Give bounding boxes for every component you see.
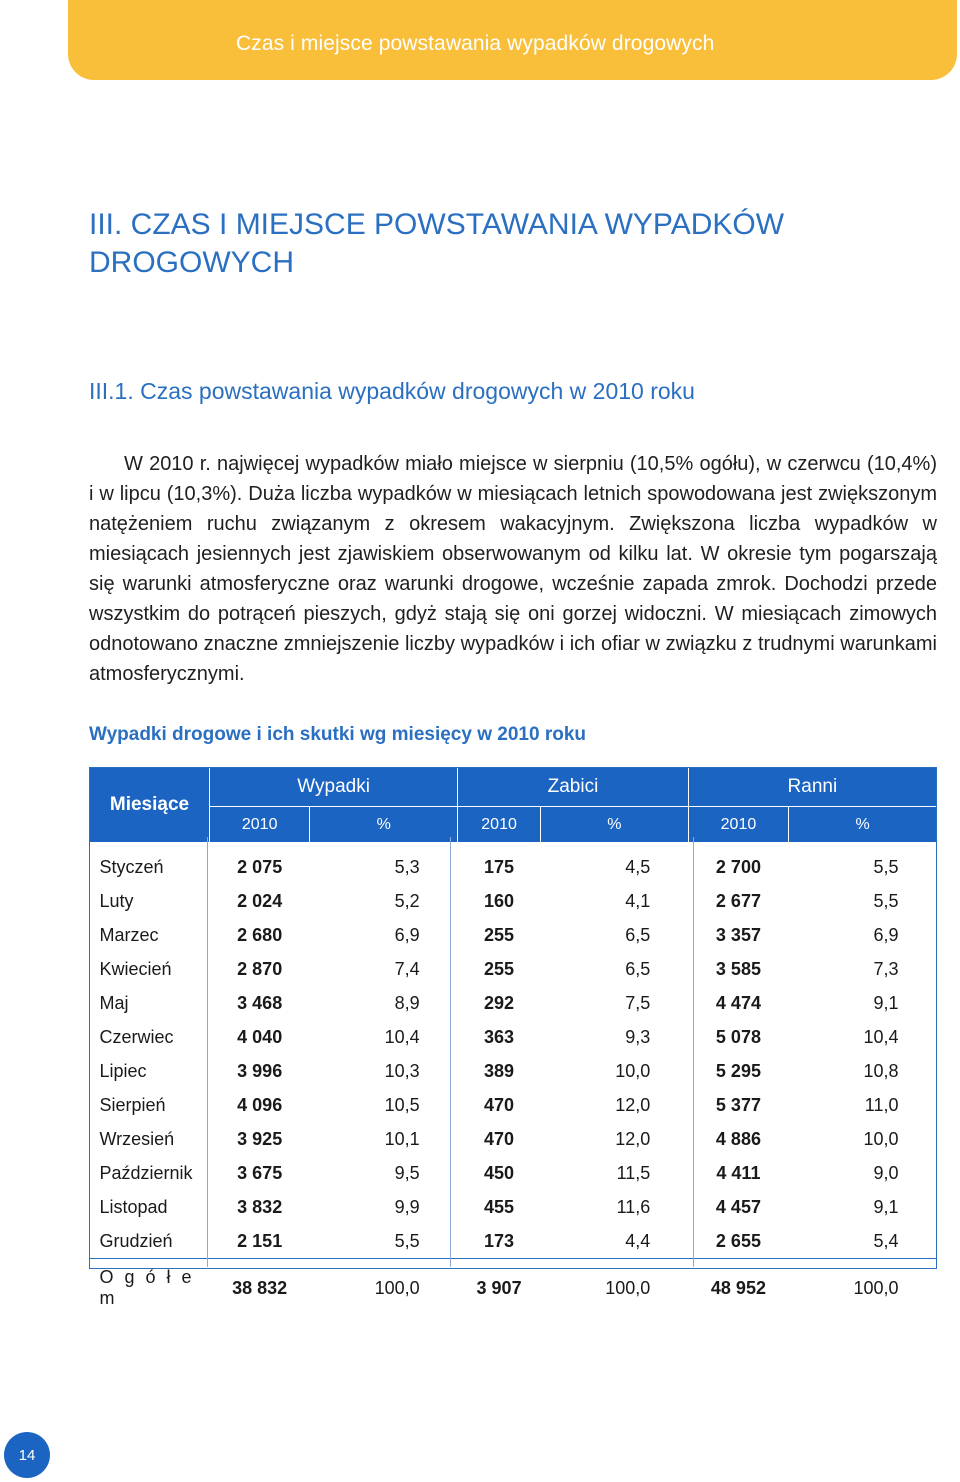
percent-cell: 4,5	[625, 856, 651, 877]
table-row	[90, 1054, 937, 1088]
subheader-wypadki-pct: %	[310, 807, 458, 843]
column-group-ranni: Ranni	[688, 768, 936, 807]
count-cell: 5 377	[715, 1094, 761, 1115]
subheader-ranni-pct: %	[789, 807, 937, 843]
column-divider	[693, 837, 694, 1267]
percent-cell: 7,5	[625, 992, 651, 1013]
month-cell: Wrzesień	[99, 1128, 175, 1149]
percent-cell: 6,5	[625, 924, 651, 945]
percent-cell: 8,9	[394, 992, 420, 1013]
percent-cell: 5,5	[394, 1230, 420, 1251]
percent-cell: 6,9	[394, 924, 420, 945]
percent-cell: 7,4	[394, 958, 420, 979]
count-cell: 363	[484, 1026, 515, 1047]
column-divider	[207, 837, 208, 1267]
percent-cell: 9,9	[394, 1196, 420, 1217]
count-cell: 3 357	[715, 924, 761, 945]
count-cell: 160	[484, 890, 515, 911]
count-cell: 4 040	[237, 1026, 283, 1047]
percent-cell: 4,4	[625, 1230, 651, 1251]
percent-cell: 100,0	[540, 1259, 688, 1313]
table-row	[90, 918, 937, 952]
percent-cell: 4,1	[625, 890, 651, 911]
table-row	[90, 1122, 937, 1156]
table-title: Wypadki drogowe i ich skutki wg miesięcy w 2010 roku	[89, 724, 586, 745]
count-cell: 2 677	[715, 890, 761, 911]
table-row	[90, 843, 937, 885]
percent-cell: 10,1	[384, 1128, 420, 1149]
count-cell: 4 886	[715, 1128, 761, 1149]
table-row	[90, 986, 937, 1020]
count-cell: 3 996	[237, 1060, 283, 1081]
table-row	[90, 884, 937, 918]
table-row	[90, 1224, 937, 1259]
count-cell: 3 675	[237, 1162, 283, 1183]
count-cell: 3 585	[715, 958, 761, 979]
percent-cell: 11,5	[616, 1162, 651, 1183]
count-cell: 255	[484, 924, 515, 945]
page-number-badge	[4, 1432, 50, 1478]
banner-title: Czas i miejsce powstawania wypadków drogowych	[236, 32, 715, 55]
table-row	[90, 1088, 937, 1122]
percent-cell: 9,1	[873, 1196, 899, 1217]
month-cell: O g ó ł e m	[90, 1259, 210, 1313]
percent-cell: 12,0	[615, 1094, 651, 1115]
count-cell: 175	[484, 856, 515, 877]
count-cell: 2 075	[237, 856, 283, 877]
percent-cell: 5,5	[873, 890, 899, 911]
count-cell: 3 468	[237, 992, 283, 1013]
month-cell: Grudzień	[99, 1230, 173, 1251]
percent-cell: 10,3	[384, 1060, 420, 1081]
table-row	[90, 952, 937, 986]
month-cell: Październik	[99, 1162, 193, 1183]
percent-cell: 10,0	[615, 1060, 651, 1081]
percent-cell: 10,5	[384, 1094, 420, 1115]
chapter-title: III. CZAS I MIEJSCE POWSTAWANIA WYPADKÓW DROGOWYCH	[89, 208, 785, 279]
percent-cell: 5,5	[873, 856, 899, 877]
count-cell: 3 925	[237, 1128, 283, 1149]
count-cell: 2 870	[237, 958, 283, 979]
count-cell: 38 832	[210, 1259, 310, 1313]
percent-cell: 9,1	[873, 992, 899, 1013]
percent-cell: 11,0	[864, 1094, 899, 1115]
month-cell: Marzec	[99, 924, 159, 945]
count-cell: 3 907	[458, 1259, 541, 1313]
table-row	[90, 1190, 937, 1224]
paragraph-text: W 2010 r. najwięcej wypadków miało miejsce w sierpniu (10,5% ogółu), w czerwcu (10,4%) i w lipcu (10,3%). Duża liczba wypadków w miesiącach letnich spowodowana jest zwiększonym natężeniem ruchu związanym z okresem wakacyjnym. Zwiększona liczba wypadków w miesiącach jesiennych jest zjawiskiem obserwowanym od kilku lat. W okresie tym pogarszają się warunki atmosferyczne oraz warunki drogowe, wcześnie zapada zmrok. Dochodzi przede wszystkim do potrąceń pieszych, gdyż stają się oni gorzej widoczni. W miesiącach zimowych odnotowano znaczne zmniejszenie liczby wypadków i ich ofiar w związku z trudnymi warunkami atmosferycznymi.	[89, 453, 937, 685]
percent-cell: 6,5	[625, 958, 651, 979]
count-cell: 2 680	[237, 924, 283, 945]
percent-cell: 100,0	[310, 1259, 458, 1313]
percent-cell: 6,9	[873, 924, 899, 945]
table-body	[90, 843, 937, 1313]
percent-cell: 10,4	[384, 1026, 420, 1047]
count-cell: 4 411	[716, 1162, 761, 1183]
month-cell: Maj	[99, 992, 129, 1013]
column-divider	[450, 837, 451, 1267]
percent-cell: 9,5	[394, 1162, 420, 1183]
count-cell: 470	[484, 1128, 515, 1149]
count-cell: 3 832	[237, 1196, 283, 1217]
month-cell: Styczeń	[99, 856, 164, 877]
count-cell: 2 024	[237, 890, 283, 911]
count-cell: 4 096	[237, 1094, 283, 1115]
column-group-wypadki: Wypadki	[210, 768, 458, 807]
percent-cell: 10,4	[863, 1026, 899, 1047]
month-cell: Luty	[99, 890, 134, 911]
column-group-zabici: Zabici	[458, 768, 689, 807]
count-cell: 5 295	[715, 1060, 761, 1081]
count-cell: 48 952	[688, 1259, 788, 1313]
count-cell: 2 700	[715, 856, 761, 877]
count-cell: 255	[484, 958, 515, 979]
table-subheader-row	[90, 807, 937, 843]
percent-cell: 5,3	[394, 856, 420, 877]
month-cell: Sierpień	[99, 1094, 166, 1115]
count-cell: 5 078	[715, 1026, 761, 1047]
section-title: III.1. Czas powstawania wypadków drogowych w 2010 roku	[89, 378, 695, 404]
table-total-row	[90, 1259, 937, 1313]
subheader-wypadki-2010: 2010	[210, 807, 310, 843]
count-cell: 4 474	[715, 992, 761, 1013]
count-cell: 173	[484, 1230, 515, 1251]
percent-cell: 7,3	[873, 958, 899, 979]
percent-cell: 10,0	[863, 1128, 899, 1149]
top-banner	[68, 0, 957, 80]
count-cell: 450	[484, 1162, 515, 1183]
percent-cell: 5,4	[873, 1230, 899, 1251]
percent-cell: 9,3	[625, 1026, 651, 1047]
body-paragraph	[89, 449, 937, 689]
subheader-ranni-2010: 2010	[688, 807, 788, 843]
count-cell: 292	[484, 992, 515, 1013]
count-cell: 2 655	[715, 1230, 761, 1251]
percent-cell: 10,8	[863, 1060, 899, 1081]
month-cell: Czerwiec	[99, 1026, 174, 1047]
count-cell: 455	[484, 1196, 515, 1217]
percent-cell: 12,0	[615, 1128, 651, 1149]
subheader-zabici-pct: %	[540, 807, 688, 843]
count-cell: 2 151	[237, 1230, 283, 1251]
table-row	[90, 1156, 937, 1190]
percent-cell: 5,2	[394, 890, 420, 911]
count-cell: 470	[484, 1094, 515, 1115]
month-cell: Listopad	[99, 1196, 168, 1217]
month-cell: Lipiec	[99, 1060, 147, 1081]
accidents-by-month-table	[89, 767, 937, 1312]
month-cell: Kwiecień	[99, 958, 172, 979]
table-header-row	[90, 768, 937, 807]
count-cell: 389	[484, 1060, 515, 1081]
percent-cell: 9,0	[873, 1162, 899, 1183]
subheader-zabici-2010: 2010	[458, 807, 541, 843]
column-header-month: Miesiące	[90, 768, 210, 843]
percent-cell: 100,0	[789, 1259, 937, 1313]
page-number: 14	[18, 1446, 36, 1464]
count-cell: 4 457	[715, 1196, 761, 1217]
percent-cell: 11,6	[616, 1196, 651, 1217]
table-row	[90, 1020, 937, 1054]
